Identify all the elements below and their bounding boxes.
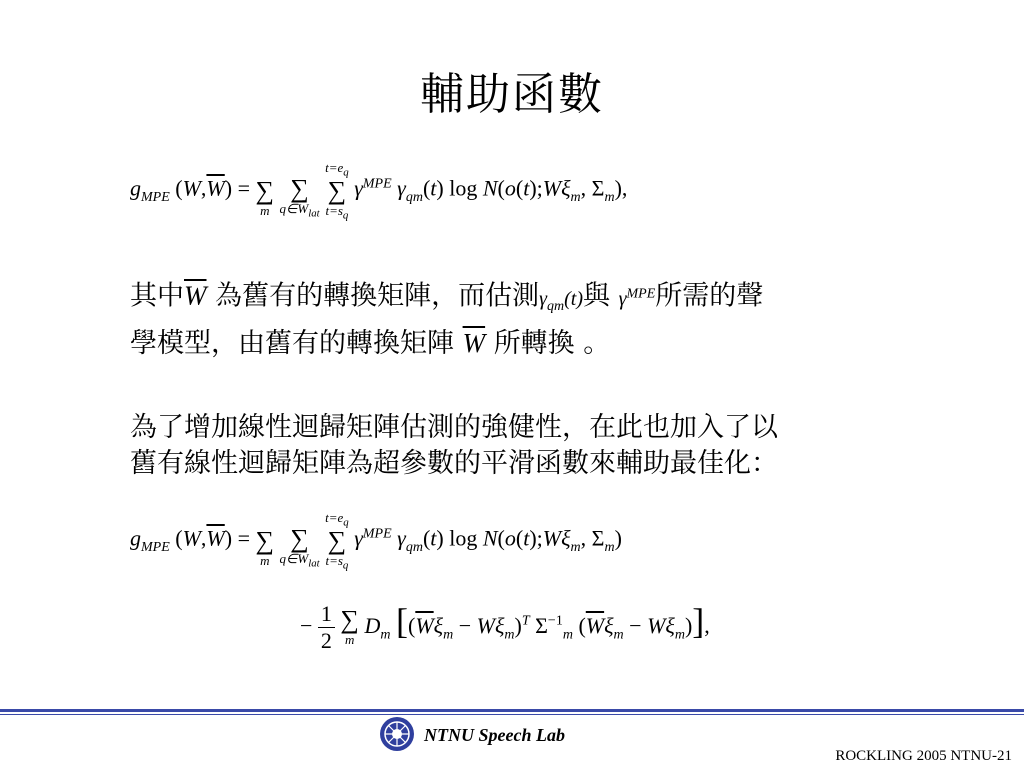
footer-lab-name: NTNU Speech Lab <box>424 725 565 745</box>
eq-n: N <box>482 175 498 201</box>
eq-wbar: $\overline{W}$ <box>206 175 225 201</box>
sum-q: ∑ $q\in W_{lat}$ <box>279 174 320 220</box>
eq-gamma: γ <box>354 175 363 201</box>
footer-credit: ROCKLING 2005 NTNU-21 <box>835 748 1012 764</box>
eq-w: W <box>182 175 201 201</box>
sum-m: ∑ m <box>255 175 275 218</box>
ntnu-logo-icon <box>379 716 415 752</box>
equation-1: $g_{MPE}$ $(W,\overline{W})$ = ∑ m ∑ $q\in W_{lat}$ $t=e_q$ ∑ $t=s_q$ $\gamma^{MPE}$ $\gamma_{qm}(t)$ $\log N(o(t);W\xi_m$, $\Sigma_m$), <box>130 160 628 222</box>
paragraph-2: 為了增加線性迴歸矩陣估測的強健性，在此也加入了以 舊有線性迴歸矩陣為超參數的平滑函數來輔助最佳化： <box>130 412 778 479</box>
eq-g: g <box>130 175 141 201</box>
paragraph-1: 其中$\overline{W}$ 為舊有的轉換矩陣，而估測$\gamma_{qm}(t)$與 $\gamma^{MPE}$所需的聲 學模型，由舊有的轉換矩陣 $\overline{W}$ 所轉換 。 <box>130 280 764 359</box>
sum-t: $t=e_q$ ∑ $t=s_q$ <box>325 160 349 222</box>
equation-2-line-2: − $\frac{1}{2}$ ∑ m $D_m$ [$(\overline{W}\xi_m - W\xi_m)^T$ $\Sigma^{-1}_m$ $(\overline{W}\xi_m - W\xi_m)$], <box>300 601 710 654</box>
eq-log: log <box>449 175 478 201</box>
slide-title: 輔助函數 <box>420 69 604 120</box>
footer-rule <box>0 709 1024 712</box>
eq-mpe: MPE <box>141 190 170 206</box>
equation-2: $g_{MPE}$ $(W,\overline{W})$ = ∑ m ∑ $q\in W_{lat}$ $t=e_q$ ∑ $t=s_q$ $\gamma^{MPE}$ $\gamma_{qm}(t)$ $\log N(o(t);W\xi_m$, $\Sigma_m$) <box>130 510 622 572</box>
footer-rule-thin <box>0 714 1024 715</box>
